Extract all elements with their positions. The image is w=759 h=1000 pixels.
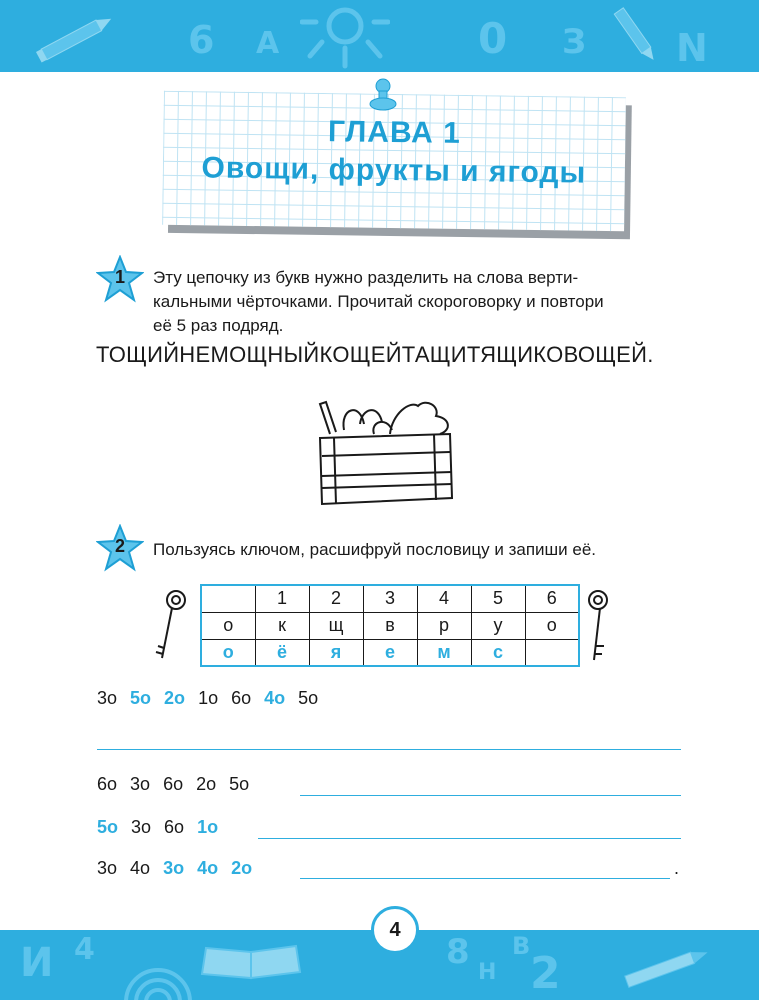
cipher-token: 6о <box>163 774 184 794</box>
key-cell <box>201 585 255 612</box>
line-end-period: . <box>674 858 680 878</box>
cipher-token: 5о <box>229 774 250 794</box>
sun-icon <box>300 0 390 72</box>
decor-glyph: А <box>256 26 280 61</box>
task-number: 2 <box>114 536 125 556</box>
rainbow-icon <box>118 944 198 1000</box>
task-1-text-line: кальными чёрточками. Прочитай скороговорку и повтори <box>153 292 604 311</box>
key-cell: я <box>309 639 363 666</box>
key-cell: щ <box>309 612 363 639</box>
decor-glyph: 2 <box>530 948 561 999</box>
cipher-token: 4о <box>264 688 286 708</box>
key-icon <box>580 586 620 666</box>
cipher-token: 2о <box>196 774 217 794</box>
cipher-line <box>97 817 231 838</box>
decor-glyph: В <box>512 932 531 960</box>
cipher-token: 6о <box>231 688 252 708</box>
cipher-token: 3о <box>130 774 151 794</box>
pencil-icon <box>600 0 670 70</box>
cipher-line <box>97 774 262 795</box>
key-cell: с <box>471 639 525 666</box>
decor-glyph: 4 <box>74 932 95 967</box>
cipher-token: 3о <box>97 688 118 708</box>
task-1-text-line: её 5 раз подряд. <box>153 316 284 335</box>
decor-glyph: Н <box>478 960 497 985</box>
cipher-line <box>97 688 331 709</box>
key-row-letters-blue <box>201 639 579 666</box>
answer-line[interactable] <box>300 878 670 879</box>
cipher-line <box>97 858 265 879</box>
cipher-token: 2о <box>164 688 186 708</box>
key-cell: 2 <box>309 585 363 612</box>
pencil-icon <box>30 8 120 68</box>
answer-line[interactable] <box>300 795 681 796</box>
task-1-text-line: Эту цепочку из букв нужно разделить на слова верти- <box>153 268 579 287</box>
cipher-token: 2о <box>231 858 253 878</box>
open-book-icon <box>196 934 306 984</box>
decor-glyph: 8 <box>446 932 470 972</box>
cipher-token: 5о <box>298 688 319 708</box>
key-cell: 4 <box>417 585 471 612</box>
push-pin-icon <box>368 78 398 118</box>
letter-chain: ТОЩИЙНЕМОЩНЫЙКОЩЕЙТАЩИТЯЩИКОВОЩЕЙ. <box>96 342 654 367</box>
key-cell: о <box>201 612 255 639</box>
cipher-token: 3о <box>97 858 118 878</box>
key-cell: 5 <box>471 585 525 612</box>
cipher-key-table <box>200 584 580 667</box>
decor-glyph: И <box>20 940 54 986</box>
decor-glyph: N <box>676 26 708 70</box>
key-cell: е <box>363 639 417 666</box>
key-cell: о <box>201 639 255 666</box>
key-cell: к <box>255 612 309 639</box>
key-cell <box>525 639 579 666</box>
key-icon <box>150 586 190 666</box>
cipher-token: 6о <box>97 774 118 794</box>
key-row-letters <box>201 612 579 639</box>
top-decor-band <box>0 0 759 72</box>
decor-glyph: 0 <box>478 14 508 63</box>
task-number-star <box>96 524 144 572</box>
decor-glyph: 6 <box>188 18 215 62</box>
key-row-digits <box>201 585 579 612</box>
task-2-text: Пользуясь ключом, расшифруй пословицу и запиши её. <box>153 540 597 559</box>
chapter-title: Овощи, фрукты и ягоды <box>201 151 587 190</box>
task-number: 1 <box>114 267 125 287</box>
key-cell: 1 <box>255 585 309 612</box>
cipher-token: 3о <box>163 858 185 878</box>
cipher-token: 5о <box>97 817 119 837</box>
key-cell: р <box>417 612 471 639</box>
cipher-token: 4о <box>130 858 151 878</box>
key-cell: ё <box>255 639 309 666</box>
key-cell: у <box>471 612 525 639</box>
answer-line[interactable] <box>97 749 681 750</box>
pencil-icon <box>610 936 730 996</box>
vegetable-crate-illustration <box>300 394 470 514</box>
page-number: 4 <box>371 906 419 954</box>
cipher-token: 5о <box>130 688 152 708</box>
key-cell: в <box>363 612 417 639</box>
chapter-label: ГЛАВА 1 <box>327 115 462 150</box>
key-cell: 6 <box>525 585 579 612</box>
answer-line[interactable] <box>258 838 681 839</box>
key-cell: о <box>525 612 579 639</box>
cipher-token: 1о <box>197 817 219 837</box>
cipher-token: 6о <box>164 817 185 837</box>
decor-glyph: З <box>562 22 587 62</box>
cipher-token: 4о <box>197 858 219 878</box>
cipher-token: 1о <box>198 688 219 708</box>
key-cell: м <box>417 639 471 666</box>
cipher-token: 3о <box>131 817 152 837</box>
key-cell: 3 <box>363 585 417 612</box>
task-number-star <box>96 255 144 303</box>
